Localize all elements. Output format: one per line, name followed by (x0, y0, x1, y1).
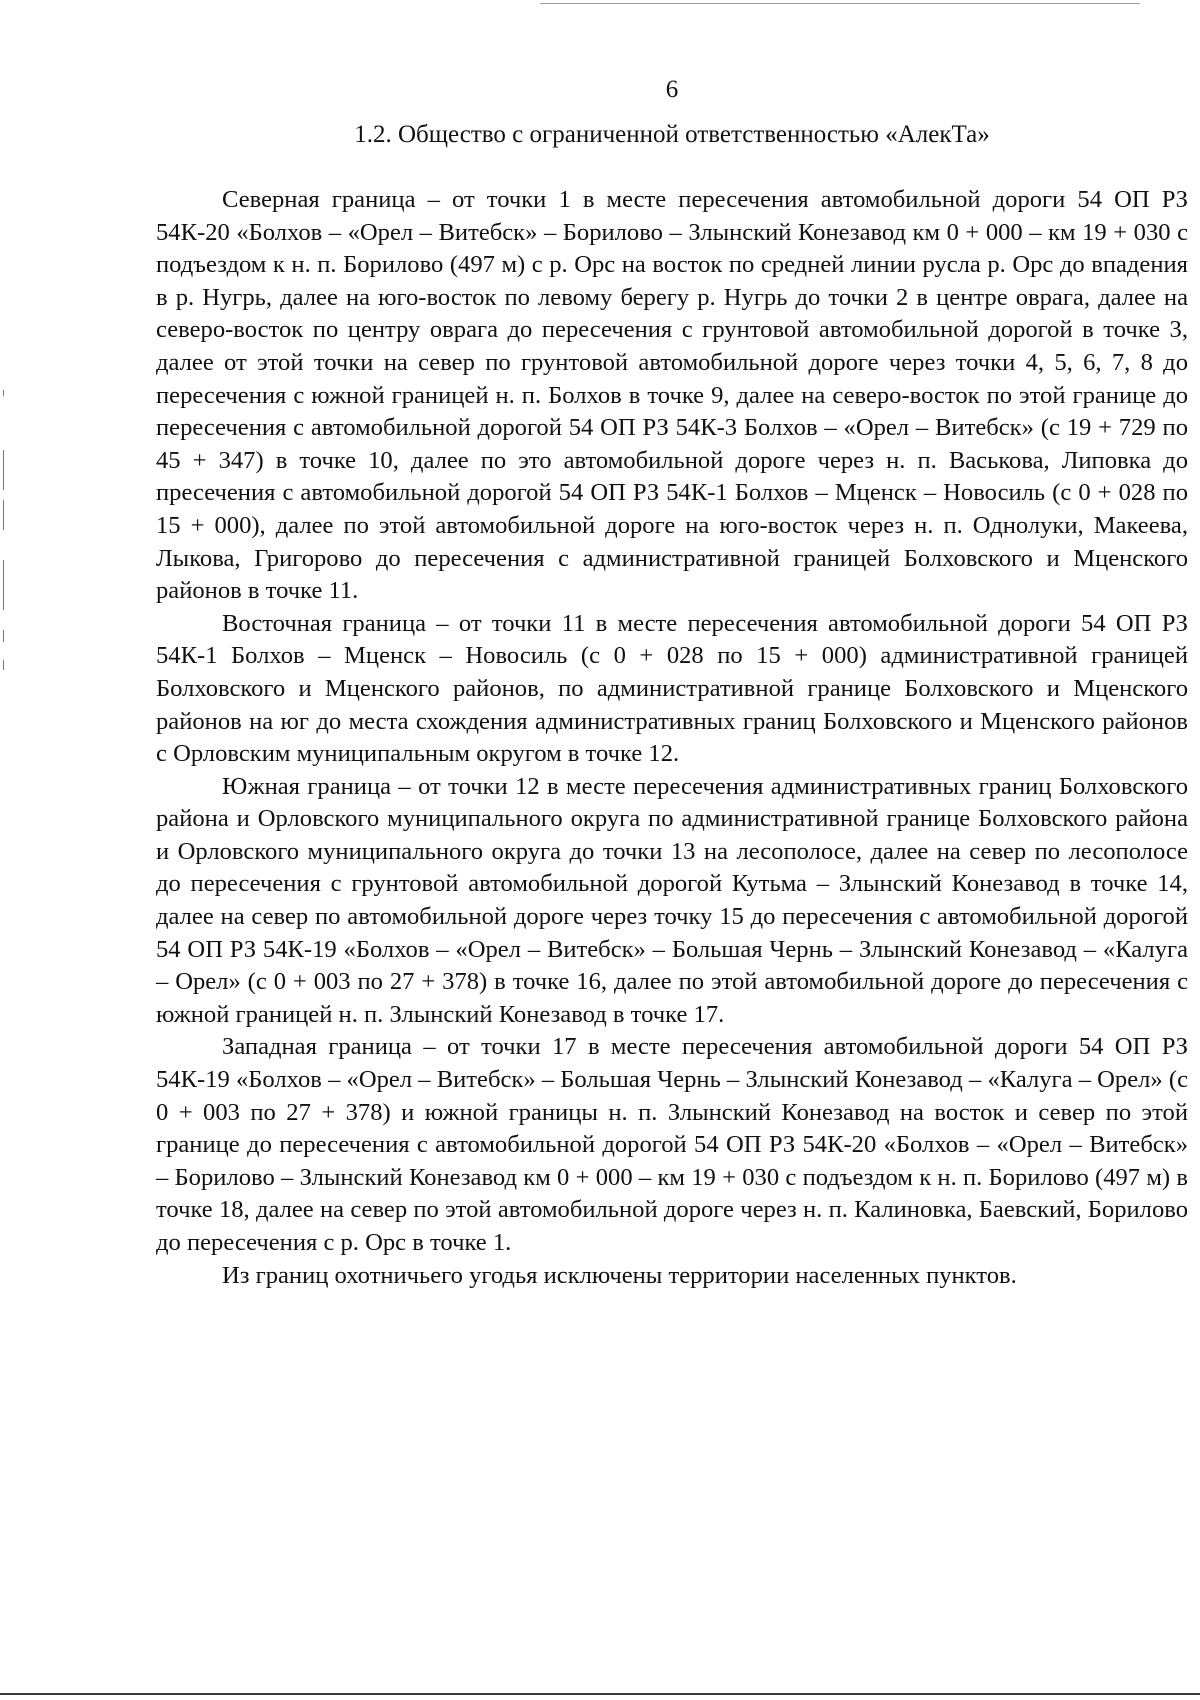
section-title: 1.2. Общество с ограниченной ответственностью «АлекТа» (354, 121, 990, 148)
paragraph-north-boundary: Северная граница – от точки 1 в месте пересечения автомобильной дороги 54 ОП РЗ 54К-20 «Болхов – «Орел – Витебск» – Борилово – Злынский Конезавод км 0 + 000 – км 19 + 030 с подъездом к н. п. Борилово (497 м) с р. Орс на восток по средней линии русла р. Орс до впадения в р. Нугрь, далее на юго-восток по левому берегу р. Нугрь до точки 2 в центре оврага, далее на северо-восток по центру оврага до пересечения с грунтовой автомобильной дорогой в точке 3, далее от этой точки на север по грунтовой автомобильной дороге через точки 4, 5, 6, 7, 8 до пересечения с южной границей н. п. Болхов в точке 9, далее на северо-восток по этой границе до пересечения с автомобильной дорогой 54 ОП РЗ 54К-3 Болхов – «Орел – Витебск» (с 19 + 729 по 45 + 347) в точке 10, далее по это автомобильной дороге через н. п. Васькова, Липовка до пресечения с автомобильной дорогой 54 ОП РЗ 54К-1 Болхов – Мценск – Новосиль (с 0 + 028 по 15 + 000), далее по этой автомобильной дороге на юго-восток через н. п. Однолуки, Макеева, Лыкова, Григорово до пересечения с административной границей Болховского и Мценского районов в точке 11. (156, 186, 1188, 605)
scan-edge-line-bottom (0, 1693, 1200, 1695)
scan-margin-marks (0, 380, 14, 700)
page-number: 6 (665, 76, 679, 103)
paragraph-west-boundary: Западная граница – от точки 17 в месте пересечения автомобильной дороги 54 ОП РЗ 54К-19 «Болхов – «Орел – Витебск» – Большая Чернь – Злынский Конезавод – «Калуга – Орел» (с 0 + 003 по 27 + 378) и южной границы н. п. Злынский Конезавод на восток и север по этой границе до пересечения с автомобильной дорогой 54 ОП РЗ 54К-20 «Болхов – «Орел – Витебск» – Борилово – Злынский Конезавод км 0 + 000 – км 19 + 030 с подъездом к н. п. Борилово (497 м) в точке 18, далее на север по этой автомобильной дороге через н. п. Калиновка, Баевский, Борилово до пересечения с р. Орс в точке 1. (156, 1033, 1188, 1256)
paragraph-east-boundary: Восточная граница – от точки 11 в месте пересечения автомобильной дороги 54 ОП РЗ 54К-1 Болхов – Мценск – Новосиль (с 0 + 028 по 15 + 000) административной границей Болховского и Мценского районов, по административной границе Болховского и Мценского районов на юг до места схождения административных границ Болховского и Мценского районов с Орловским муниципальным округом в точке 12. (156, 609, 1188, 768)
scan-edge-line-top (540, 3, 1140, 4)
paragraph-exclusions: Из границ охотничьего угодья исключены территории населенных пунктов. (222, 1261, 1017, 1289)
paragraph-south-boundary: Южная граница – от точки 12 в месте пересечения административных границ Болховского района и Орловского муниципального округа по административной границе Болховского района и Орловского муниципального округа до точки 13 на лесополосе, далее на север по лесополосе до пересечения с грунтовой автомобильной дорогой Кутьма – Злынский Конезавод в точке 14, далее на север по автомобильной дороге через точку 15 до пересечения с автомобильной дорогой 54 ОП РЗ 54К-19 «Болхов – «Орел – Витебск» – Большая Чернь – Злынский Конезавод – «Калуга – Орел» (с 0 + 003 по 27 + 378) в точке 16, далее по этой автомобильной дороге до пересечения с южной границей н. п. Злынский Конезавод в точке 17. (156, 772, 1188, 1028)
document-body (156, 184, 1188, 1292)
